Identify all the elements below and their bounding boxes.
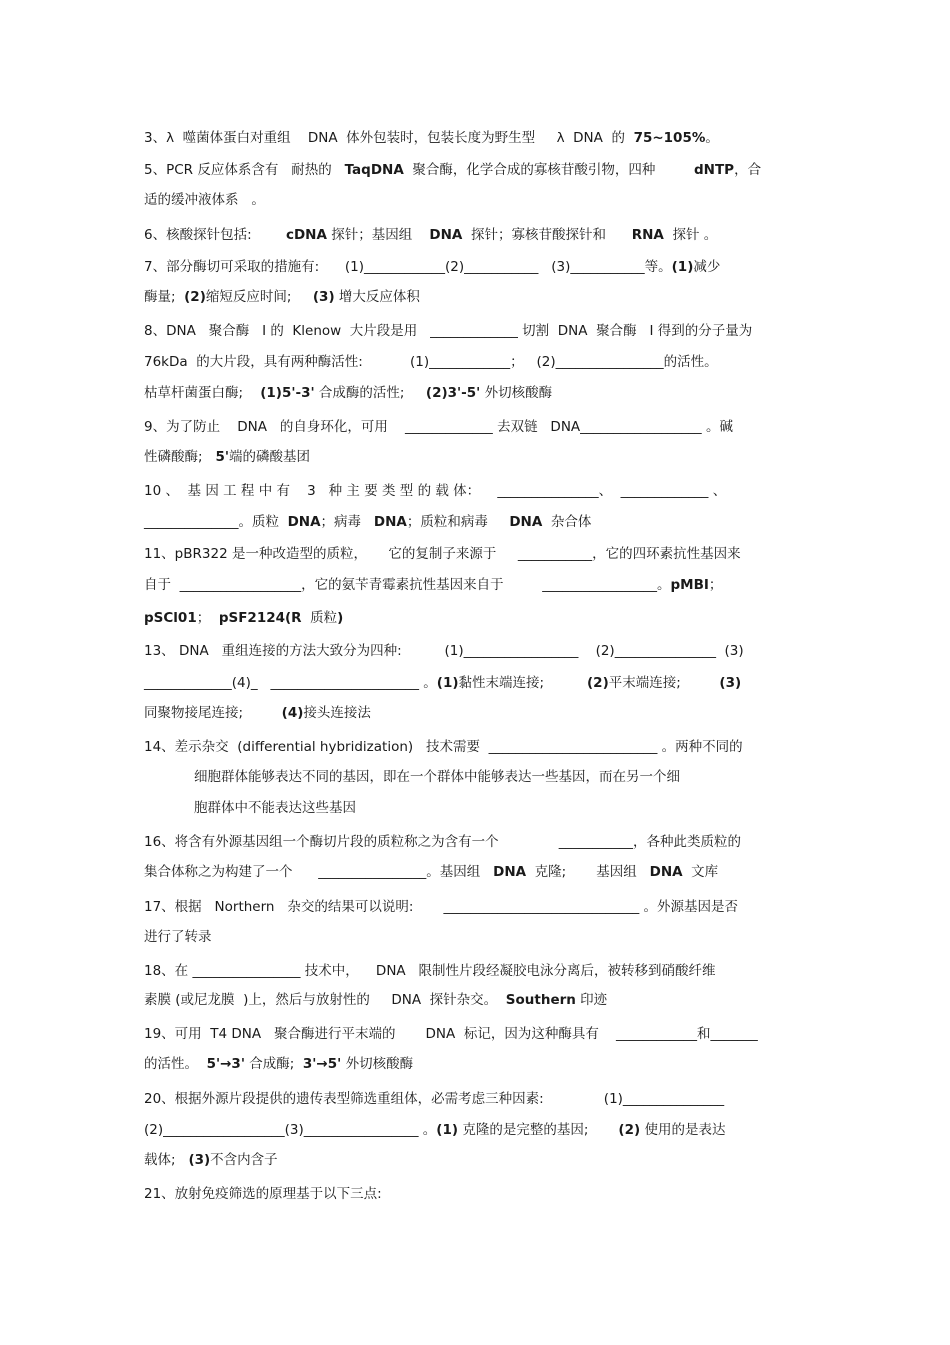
bold-answer-text: ) [337,610,344,626]
text-line [144,383,552,403]
bold-answer-text: (4) [281,705,304,721]
bold-answer-text: TaqDNA [344,162,404,178]
line-text: 6、核酸探针包括: [144,227,286,243]
line-text: 集合体称之为构建了一个 ________________。基因组 [144,864,494,880]
line-text: 使用的是表达 [640,1122,726,1138]
line-text: 杂合体 [542,514,592,530]
text-line [144,703,371,723]
text-line [144,1184,382,1204]
bold-answer-text: (3) [719,675,742,691]
text-line [194,798,356,818]
bold-answer-text: (1) [436,675,459,691]
text-line [144,1089,724,1109]
line-text: 同聚物接尾连接; [144,705,282,721]
line-text: ，合 [734,162,762,178]
bold-answer-text: pMBI [670,577,709,593]
bold-answer-text: DNA [509,514,543,530]
line-text: ； [708,577,723,593]
bold-answer-text: (1)5'-3' [260,385,315,401]
bold-answer-text: (2) [587,675,609,691]
text-line [144,927,212,947]
bold-answer-text: pSF2124(R [218,610,302,626]
line-text: 文库 [682,864,719,880]
line-text: 外切核酸酶 [480,385,553,401]
line-text: 。 [705,130,719,146]
text-line [144,1024,758,1044]
line-text: 减少 [693,259,721,275]
line-text: 16、将含有外源基因组一个酶切片段的质粒称之为含有一个 ___________，各种此类质粒的 [144,834,742,850]
line-text: 进行了转录 [144,929,212,945]
line-text: 素膜 (或尼龙膜 )上，然后与放射性的 DNA 探针杂交。 [144,992,506,1008]
text-line [144,990,607,1010]
line-text: 11、pBR322 是一种改造型的质粒， 它的复制子来源于 ___________，它的四环素抗性基因来 [144,546,741,562]
line-text: (2)__________________(3)_________________ 。 [144,1122,437,1138]
line-text: ； [196,610,219,626]
line-text: 10 、 基 因 工 程 中 有 3 种 主 要 类 型 的 载 体： _______________、 _____________ 、 [144,483,727,499]
line-text: 3、λ 噬菌体蛋白对重组 DNA 体外包装时，包装长度为野生型 λ DNA 的 [144,130,634,146]
line-text: 细胞群体能够表达不同的基因，即在一个群体中能够表达一些基因，而在另一个细 [194,769,680,785]
line-text: 17、根据 Northern 杂交的结果可以说明: _____________________________ 。外源基因是否 [144,899,738,915]
line-text: 8、DNA 聚合酶 I 的 Klenow 大片段是用 _____________ 切割 DNA 聚合酶 I 得到的分子量为 [144,323,753,339]
line-text: 适的缓冲液体系 。 [144,192,265,208]
line-text: 端的磷酸基团 [228,449,310,465]
line-text: 克隆; 基因组 [526,864,650,880]
bold-answer-text: dNTP [694,162,735,178]
line-text: 质粒 [301,610,338,626]
bold-answer-text: (3) [312,289,335,305]
line-text: 探针；寡核苷酸探针和 [462,227,632,243]
bold-answer-text: (1) [671,259,694,275]
bold-answer-text: DNA [373,514,407,530]
line-text: 平末端连接; [608,675,720,691]
text-line [144,1120,725,1140]
text-line [144,417,733,437]
line-text: 合成酶; [244,1056,303,1072]
line-text: 5、PCR 反应体系含有 耐热的 [144,162,345,178]
bold-answer-text: 3'→5' [302,1056,342,1072]
line-text: 印迹 [575,992,608,1008]
line-text: 18、在 ________________ 技术中， DNA 限制性片段经凝胶电泳分离后，被转移到硝酸纤维 [144,963,716,979]
line-text: 探针；基因组 [326,227,430,243]
line-text: 21、放射免疫筛选的原理基于以下三点: [144,1186,382,1202]
text-line [144,225,717,245]
bold-answer-text: DNA [493,864,527,880]
bold-answer-text: RNA [631,227,664,243]
text-line [144,160,761,180]
bold-answer-text: (3) [188,1152,211,1168]
bold-answer-text: (2)3'-5' [425,385,481,401]
line-text: 自于 __________________，它的氨苄青霉素抗性基因来自于 _________________。 [144,577,671,593]
text-line [144,608,343,628]
text-line [144,1150,278,1170]
text-line [144,575,722,595]
text-line [144,641,744,661]
bold-answer-text: 5'→3' [206,1056,245,1072]
text-line [144,287,420,307]
bold-answer-text: (1) [436,1122,459,1138]
bold-answer-text: (2) [184,289,206,305]
line-text: 缩短反应时间; [205,289,313,305]
bold-answer-text: (2) [618,1122,641,1138]
bold-answer-text: DNA [649,864,683,880]
text-line [194,767,680,787]
bold-answer-text: 75~105% [633,130,706,146]
line-text: 20、根据外源片段提供的遗传表型筛选重组体，必需考虑三种因素: (1)_______________ [144,1091,725,1107]
text-line [144,512,591,532]
line-text: 载体; [144,1152,189,1168]
line-text: ；质粒和病毒 [406,514,510,530]
bold-answer-text: pSCl01 [144,610,197,626]
line-text: 酶量; [144,289,185,305]
line-text: 胞群体中不能表达这些基因 [194,800,356,816]
text-line [144,447,310,467]
line-text: 合成酶的活性; [314,385,426,401]
bold-answer-text: DNA [287,514,321,530]
text-line [144,961,716,981]
bold-answer-text: DNA [429,227,463,243]
text-line [144,128,719,148]
line-text: 的活性。 [144,1056,207,1072]
line-text: 14、差示杂交 (differential hybridization) 技术需要 _________________________ 。两种不同的 [144,739,743,755]
text-line [144,673,741,693]
line-text: ；病毒 [320,514,374,530]
line-text: 探针 。 [663,227,718,243]
text-line [144,481,726,501]
line-text: 聚合酶，化学合成的寡核苷酸引物，四种 [403,162,694,178]
text-line [144,257,720,277]
text-line [144,190,265,210]
line-text: 接头连接法 [303,705,371,721]
line-text: 13、 DNA 重组连接的方法大致分为四种: (1)_________________ (2)_______________ (3) [144,643,744,659]
text-line [144,1054,413,1074]
bold-answer-text: cDNA [285,227,327,243]
text-line [144,897,738,917]
line-text: 黏性末端连接; [458,675,587,691]
line-text: 外切核酸酶 [341,1056,414,1072]
bold-answer-text: 5' [215,449,229,465]
line-text: 不含内含子 [210,1152,278,1168]
line-text: 19、可用 T4 DNA 聚合酶进行平末端的 DNA 标记，因为这种酶具有 ____________和_______ [144,1026,758,1042]
bold-answer-text: Southern [505,992,576,1008]
line-text: _____________(4)_ ______________________ 。 [144,675,437,691]
line-text: 枯草杆菌蛋白酶; [144,385,261,401]
line-text: 76kDa 的大片段，具有两种酶活性: (1)____________； (2)________________的活性。 [144,354,718,370]
line-text: 克隆的是完整的基因; [458,1122,619,1138]
line-text: 9、为了防止 DNA 的自身环化，可用 _____________ 去双链 DNA__________________ 。碱 [144,419,733,435]
text-line [144,832,741,852]
line-text: 7、部分酶切可采取的措施有: (1)____________(2)___________ (3)___________等。 [144,259,672,275]
line-text: 增大反应体积 [334,289,420,305]
text-line [144,737,743,757]
line-text: ______________。质粒 [144,514,288,530]
line-text: 性磷酸酶; [144,449,216,465]
text-line [144,862,718,882]
text-line [144,321,752,341]
text-line [144,352,718,372]
text-line [144,544,741,564]
